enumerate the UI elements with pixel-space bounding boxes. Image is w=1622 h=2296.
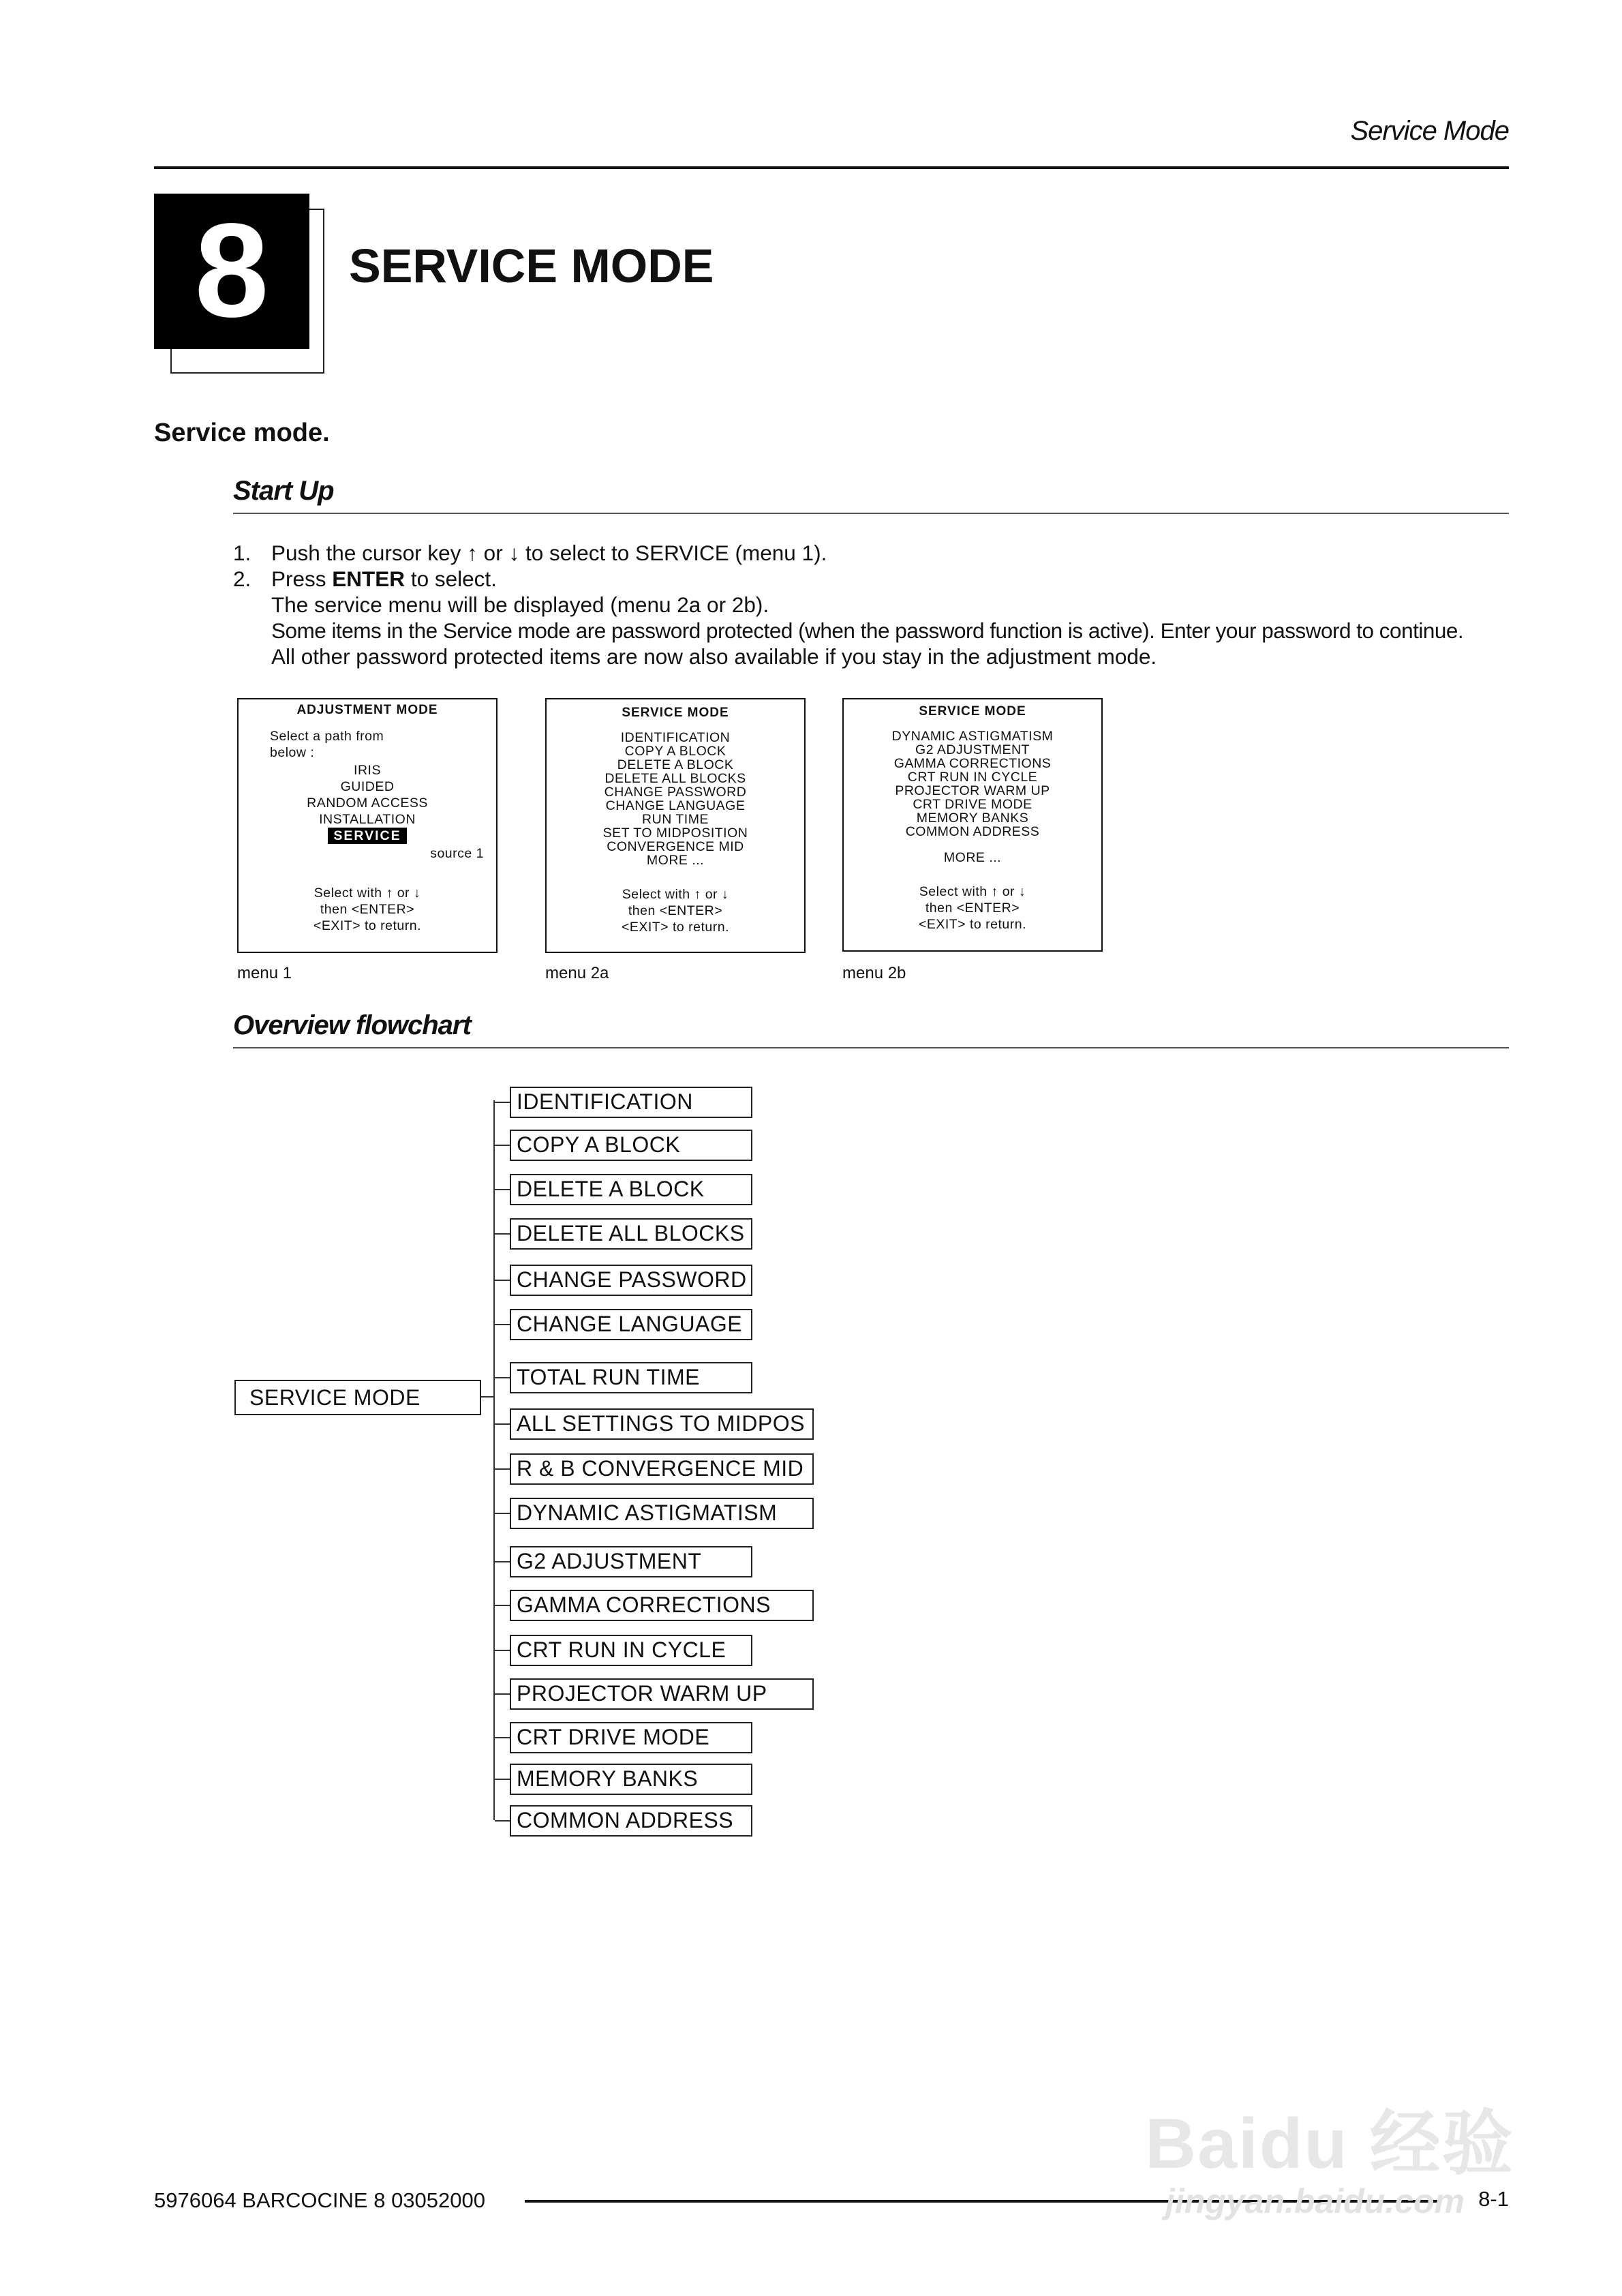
menu-item: CONVERGENCE MID (607, 839, 744, 854)
flowchart-node: CRT RUN IN CYCLE (510, 1635, 752, 1666)
start-up-heading: Start Up (233, 476, 334, 506)
flowchart-node: R & B CONVERGENCE MID (510, 1453, 814, 1485)
flowchart-branch (495, 1145, 510, 1146)
start-up-rule (233, 513, 1509, 514)
flowchart-node: TOTAL RUN TIME (510, 1362, 752, 1393)
flowchart-connector (481, 1396, 495, 1398)
flowchart-branch (495, 1650, 510, 1651)
menu-footer: Select with (622, 887, 690, 902)
menu-item: MEMORY BANKS (916, 811, 1029, 826)
menu-item: DYNAMIC ASTIGMATISM (891, 729, 1054, 744)
flowchart-branch (495, 1468, 510, 1470)
running-header: Service Mode (1350, 116, 1509, 146)
step-note: The service menu will be displayed (menu 2a or 2b). (271, 592, 769, 617)
flowchart-branch (495, 1820, 510, 1822)
menu-title: ADJUSTMENT MODE (296, 703, 438, 717)
menu-item: G2 ADJUSTMENT (915, 742, 1030, 757)
menu-item: DELETE ALL BLOCKS (605, 771, 746, 786)
step-number: 1. (233, 541, 251, 565)
flowchart-node: DYNAMIC ASTIGMATISM (510, 1498, 814, 1529)
menu-item: DELETE A BLOCK (617, 757, 734, 772)
flowchart-rule (233, 1047, 1509, 1048)
menu-item: MORE ... (646, 853, 705, 868)
arrow-down-icon: ↓ (508, 541, 520, 565)
flowchart-branch (495, 1280, 510, 1281)
menu-source: source 1 (430, 846, 484, 861)
step-key: ENTER (332, 567, 406, 591)
menu-item: CRT RUN IN CYCLE (907, 770, 1038, 785)
menu-2b-panel (842, 698, 1103, 952)
step-text: Push the cursor key (271, 541, 461, 565)
menu-item: SET TO MIDPOSITION (602, 826, 748, 841)
menu-footer: Select with (313, 886, 382, 901)
menu-item: IDENTIFICATION (620, 730, 731, 745)
menu-footer: or (705, 887, 718, 902)
start-up-steps (233, 540, 1514, 669)
menu-footer: <EXIT> to return. (918, 917, 1027, 932)
flowchart-branch (495, 1737, 510, 1738)
menu-item: GAMMA CORRECTIONS (893, 756, 1052, 771)
menu-item: RANDOM ACCESS (307, 796, 428, 811)
flowchart-node: CHANGE LANGUAGE (510, 1309, 752, 1340)
flowchart-branch (495, 1324, 510, 1325)
menu-2a-panel (545, 698, 806, 953)
menu-item: IRIS (354, 763, 381, 778)
menu-footer: or (1002, 884, 1015, 899)
step-note: Some items in the Service mode are password protected (when the password function is active). Enter your password to continue. (271, 618, 1464, 643)
flowchart-branch (495, 1513, 510, 1514)
step-2 (233, 566, 1514, 592)
flowchart-node: ALL SETTINGS TO MIDPOS (510, 1408, 814, 1440)
flowchart-branch (495, 1377, 510, 1378)
flowchart-node: IDENTIFICATION (510, 1087, 752, 1118)
step-note: All other password protected items are now also available if you stay in the adjustment mode. (271, 644, 1157, 669)
flowchart-node: GAMMA CORRECTIONS (510, 1590, 814, 1621)
menu-intro: Select a path from (270, 729, 384, 744)
menu-item: GUIDED (340, 779, 395, 794)
chapter-title: SERVICE MODE (349, 239, 714, 292)
flowchart-branch (495, 1189, 510, 1190)
flowchart-trunk (493, 1100, 495, 1820)
flowchart-node: COMMON ADDRESS (510, 1805, 752, 1837)
flowchart-branch (495, 1779, 510, 1780)
flowchart-branch (495, 1102, 510, 1103)
header-rule (154, 166, 1509, 169)
step-text: to select to SERVICE (menu 1). (525, 541, 827, 565)
menu-footer: then <ENTER> (320, 902, 415, 917)
menu-item: COPY A BLOCK (624, 744, 726, 759)
flowchart-branch (495, 1561, 510, 1562)
menu-title: SERVICE MODE (622, 706, 729, 720)
step-text: or (483, 541, 503, 565)
flowchart-node: G2 ADJUSTMENT (510, 1546, 752, 1577)
step-number: 2. (233, 567, 251, 591)
menu-title: SERVICE MODE (919, 704, 1026, 719)
flowchart-node: COPY A BLOCK (510, 1130, 752, 1161)
flowchart-node: DELETE ALL BLOCKS (510, 1218, 752, 1250)
flowchart-heading: Overview flowchart (233, 1010, 471, 1040)
menu-footer: <EXIT> to return. (621, 920, 730, 935)
flowchart-root-service-mode: SERVICE MODE (234, 1380, 481, 1415)
arrow-up-icon: ↑ (386, 886, 393, 901)
section-title: Service mode. (154, 419, 330, 447)
flowchart-node: CRT DRIVE MODE (510, 1722, 752, 1753)
flowchart-branch (495, 1423, 510, 1425)
menu-item: CHANGE LANGUAGE (605, 798, 746, 813)
flowchart-node: PROJECTOR WARM UP (510, 1678, 814, 1710)
flowchart-branch (495, 1233, 510, 1235)
arrow-down-icon: ↓ (721, 887, 729, 902)
watermark-logo: Baidu 经验 (1145, 2104, 1514, 2184)
menu-item: COMMON ADDRESS (905, 824, 1040, 839)
menu-footer: then <ENTER> (925, 901, 1020, 916)
menu-item: MORE ... (943, 850, 1002, 865)
menu-item: PROJECTOR WARM UP (895, 783, 1050, 798)
flowchart-branch (495, 1693, 510, 1695)
menu-item: CRT DRIVE MODE (913, 797, 1032, 812)
menu-item: RUN TIME (642, 812, 709, 827)
menu-footer: <EXIT> to return. (313, 918, 422, 933)
chapter-number: 8 (154, 194, 309, 349)
menu-footer: Select with (919, 884, 988, 899)
arrow-down-icon: ↓ (1018, 884, 1026, 899)
arrow-up-icon: ↑ (991, 884, 998, 899)
flowchart-node: CHANGE PASSWORD (510, 1265, 752, 1296)
flowchart-branch (495, 1605, 510, 1606)
arrow-up-icon: ↑ (467, 541, 478, 565)
page-number: 8-1 (1478, 2187, 1509, 2211)
step-1 (233, 540, 1514, 566)
arrow-down-icon: ↓ (413, 886, 421, 901)
flowchart-node: MEMORY BANKS (510, 1764, 752, 1795)
menu-footer: or (397, 886, 410, 901)
menu-1-caption: menu 1 (237, 964, 292, 982)
menu-2b-caption: menu 2b (842, 964, 906, 982)
menu-item: CHANGE PASSWORD (604, 785, 747, 800)
step-text: to select. (410, 567, 497, 591)
step-text: Press (271, 567, 326, 591)
flowchart-node: DELETE A BLOCK (510, 1174, 752, 1205)
menu-intro: below : (270, 745, 315, 760)
menu-1-panel (237, 698, 498, 953)
arrow-up-icon: ↑ (694, 887, 701, 902)
menu-2a-caption: menu 2a (545, 964, 609, 982)
menu-footer: then <ENTER> (628, 903, 723, 918)
watermark-url: jingyan.baidu.com (1165, 2182, 1465, 2220)
menu-item: INSTALLATION (319, 812, 416, 827)
menu-item-selected: SERVICE (328, 828, 406, 844)
footer-doc-id: 5976064 BARCOCINE 8 03052000 (154, 2188, 485, 2212)
